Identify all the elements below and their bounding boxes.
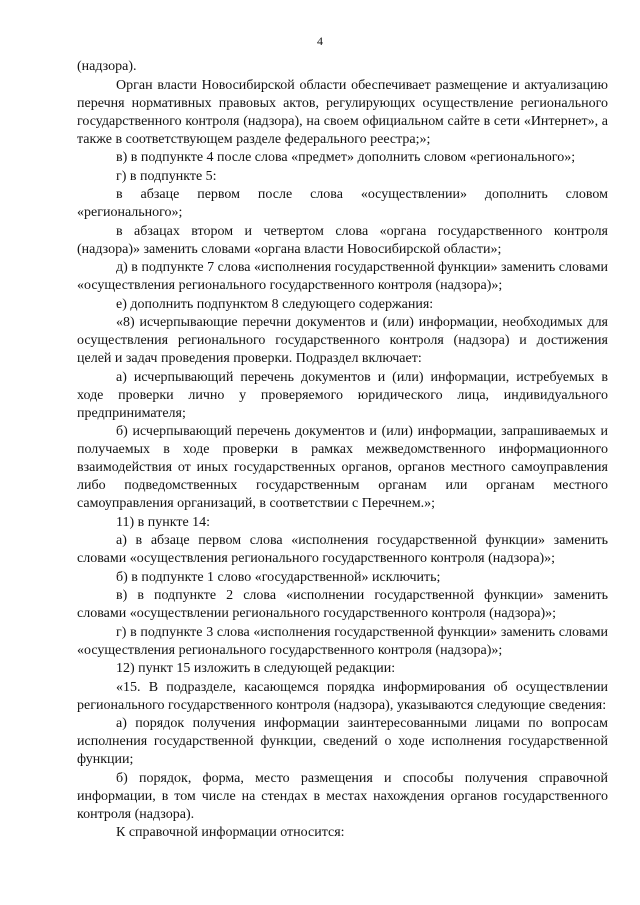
paragraph: в) в подпункте 2 слова «исполнении государственной функции» заменить словами «осуществлении регионального государственного контроля (надзора)»; xyxy=(77,588,608,621)
paragraph: Орган власти Новосибирской области обеспечивает размещение и актуализацию перечня нормативных правовых актов, регулирующих осуществление регионального государственного контроля (надзора), на своем официальном сайте в сети «Интернет», а также в соответствующем разделе федерального реестра;»; xyxy=(77,77,608,147)
paragraph: «15. В подразделе, касающемся порядка информирования об осуществлении регионального государственного контроля (надзора), указываются следующие сведения: xyxy=(77,679,608,713)
paragraph: в абзацах втором и четвертом слова «органа государственного контроля (надзора)» заменить словами «органа власти Новосибирской области»; xyxy=(77,223,608,257)
paragraph: «8) исчерпывающие перечни документов и (или) информации, необходимых для осуществления регионального государственного контроля (надзора) и достижения целей и задач проведения проверки. Подраздел включает: xyxy=(77,315,608,366)
paragraph: б) исчерпывающий перечень документов и (или) информации, запрашиваемых и получаемых в ходе проверки в рамках межведомственного информационного взаимодействия от иных государственных органов, органов местного самоуправления либо подведомственных государственным органам или органам местного самоуправления организаций, в соответствии с Перечнем.»; xyxy=(77,424,608,511)
paragraph: в абзаце первом после слова «осуществлении» дополнить словом «регионального»; xyxy=(77,187,608,220)
page-number: 4 xyxy=(317,34,323,48)
paragraph: г) в подпункте 3 слова «исполнения государственной функции» заменить словами «осуществления регионального государственного контроля (надзора)»; xyxy=(77,624,608,658)
paragraph: е) дополнить подпунктом 8 следующего содержания: xyxy=(116,296,434,312)
paragraph: 11) в пункте 14: xyxy=(116,514,211,530)
paragraph: в) в подпункте 4 после слова «предмет» дополнить словом «регионального»; xyxy=(116,150,576,165)
paragraph: б) в подпункте 1 слово «государственной» исключить; xyxy=(116,569,441,585)
paragraph: д) в подпункте 7 слова «исполнения государственной функции» заменить словами «осуществления регионального государственного контроля (надзора)»; xyxy=(77,260,608,293)
paragraph: а) в абзаце первом слова «исполнения государственной функции» заменить словами «осуществления регионального государственного контроля (надзора)»; xyxy=(77,533,608,566)
paragraph: б) порядок, форма, место размещения и способы получения справочной информации, в том числе на стендах в местах нахождения органов государственного контроля (надзора). xyxy=(77,770,608,822)
paragraph: К справочной информации относится: xyxy=(116,825,345,840)
document-body xyxy=(77,58,608,842)
paragraph: а) порядок получения информации заинтересованными лицами по вопросам исполнения государственной функции, сведений о ходе исполнения государственной функции; xyxy=(77,716,608,767)
paragraph: а) исчерпывающий перечень документов и (или) информации, истребуемых в ходе проверки лично у проверяемого юридического лица, индивидуального предпринимателя; xyxy=(77,369,608,421)
paragraph: 12) пункт 15 изложить в следующей редакции: xyxy=(116,661,396,676)
paragraph: (надзора). xyxy=(77,59,137,74)
paragraph: г) в подпункте 5: xyxy=(116,168,217,184)
